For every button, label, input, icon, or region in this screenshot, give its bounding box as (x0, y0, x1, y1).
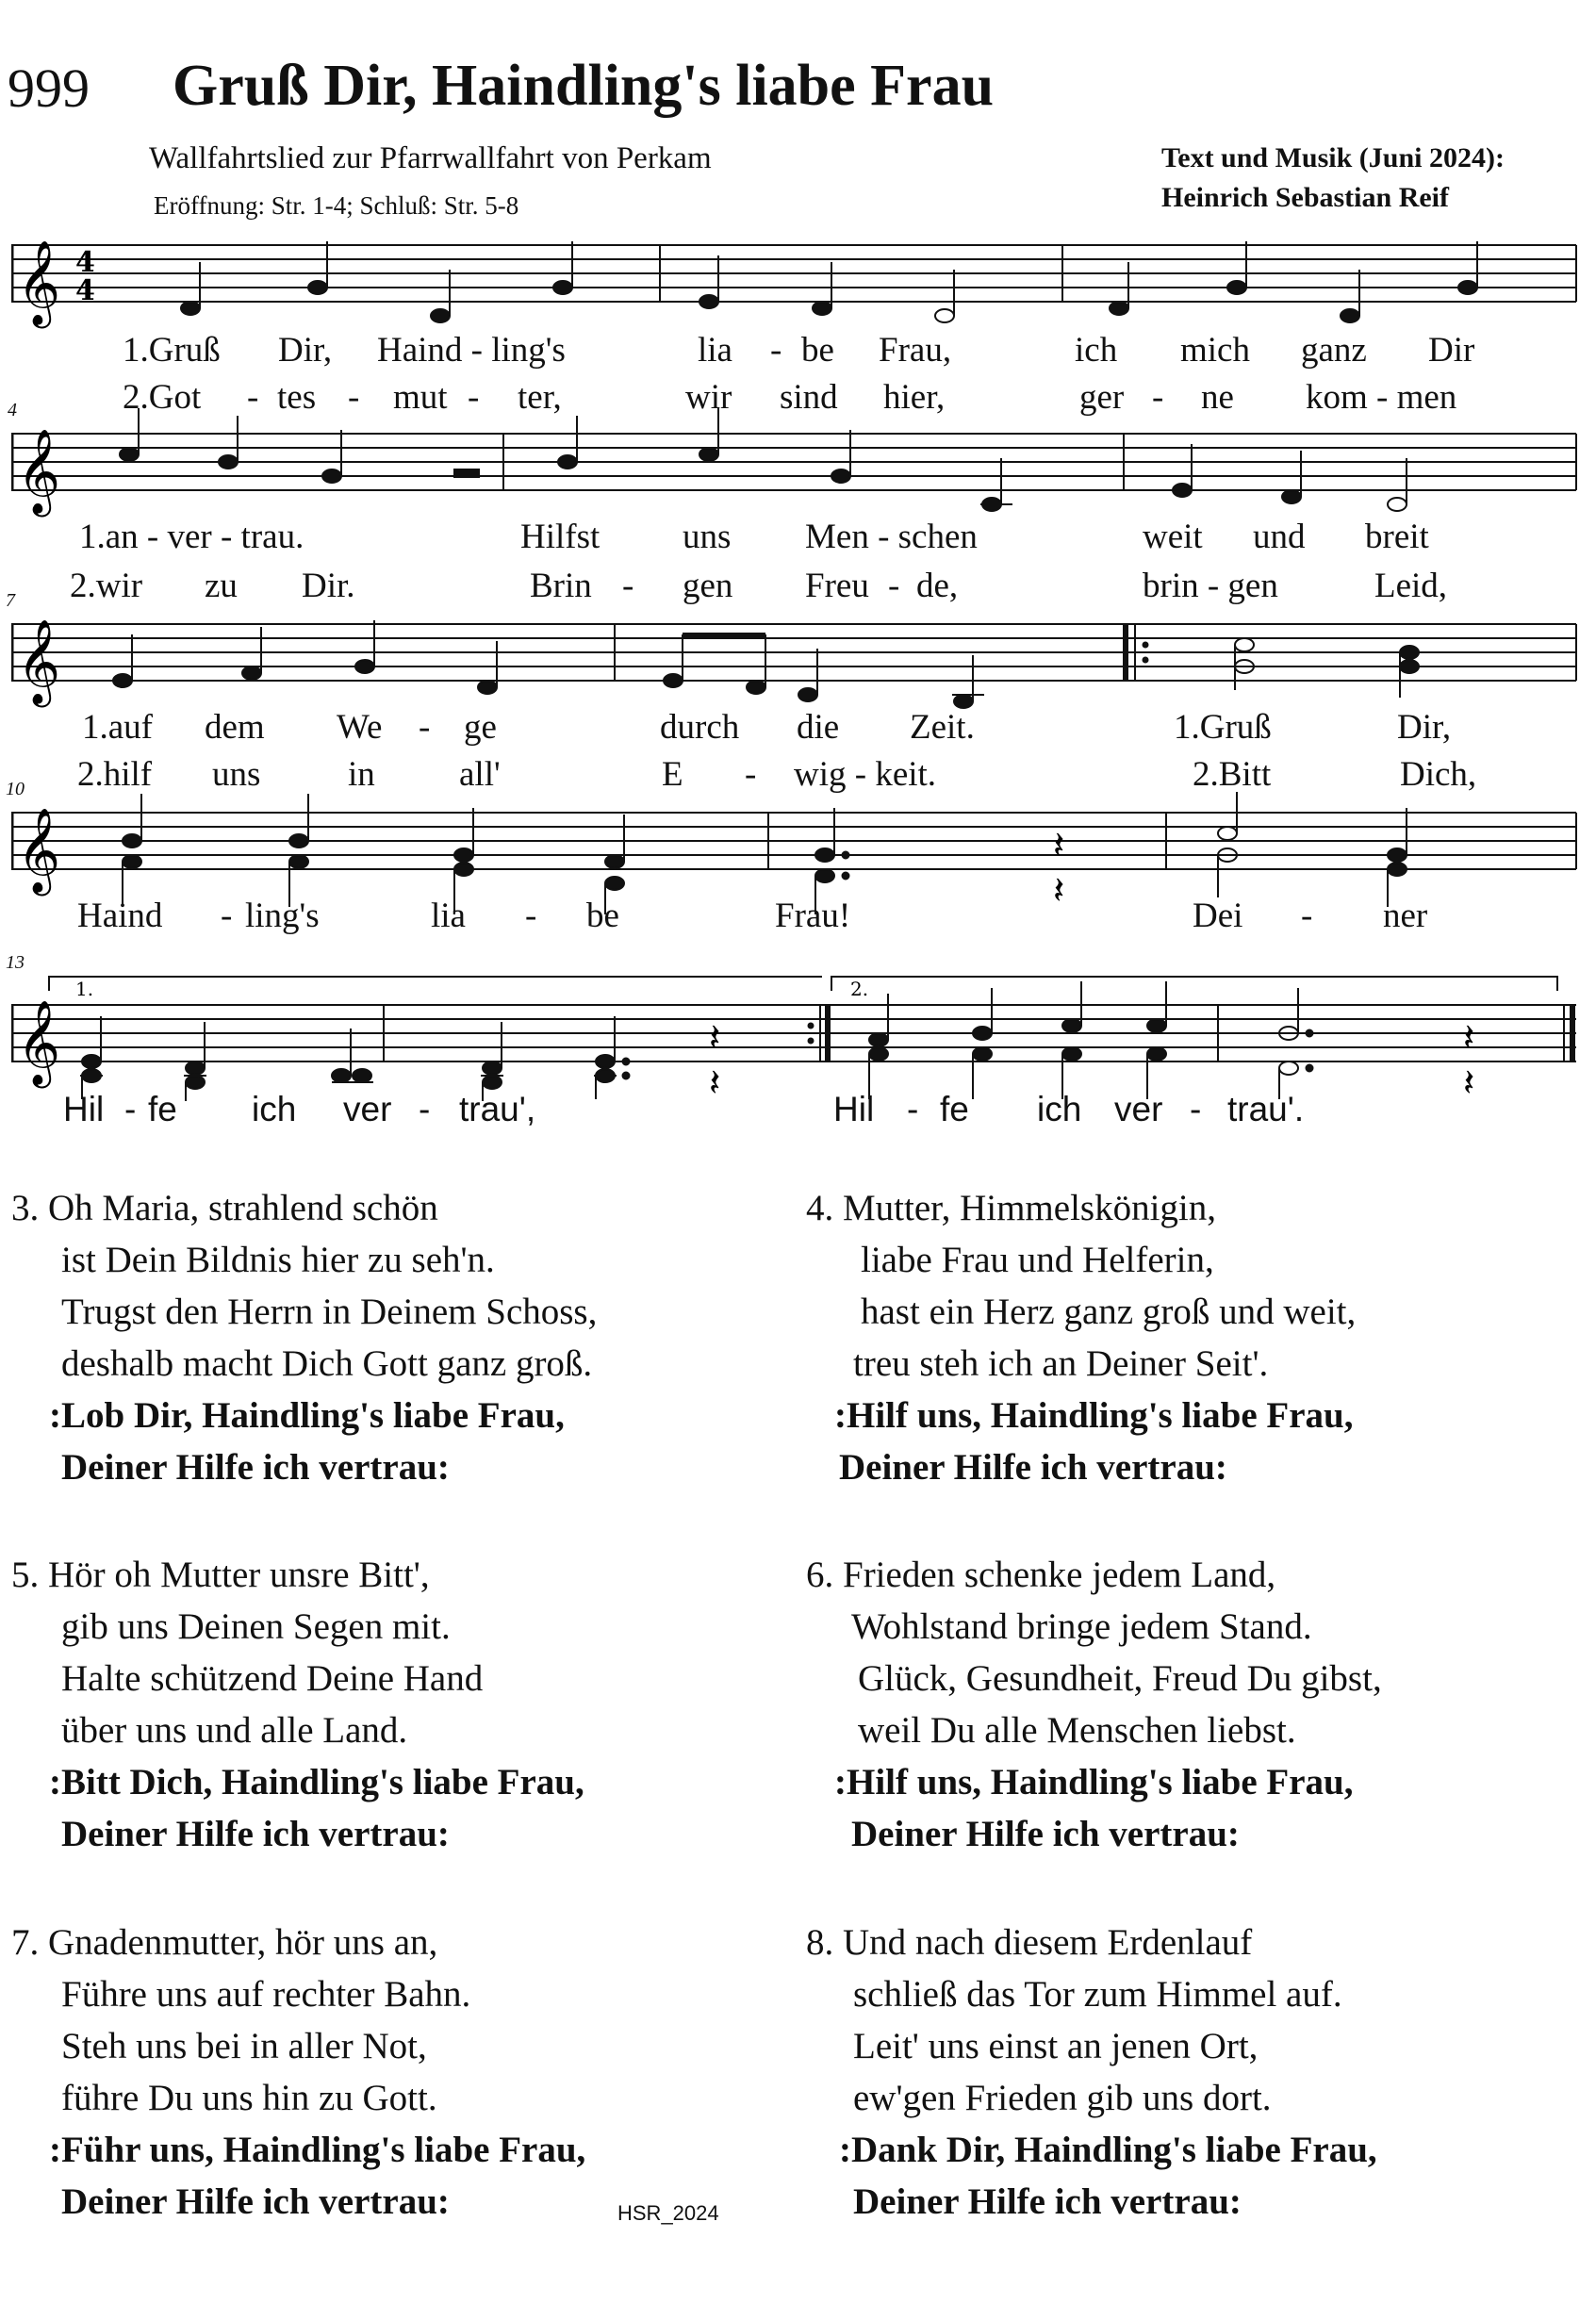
lyric-syllable: kom - men (1306, 378, 1457, 417)
refrain-line: Deiner Hilfe ich vertrau: (61, 2181, 450, 2222)
verse-line: 4. Mutter, Himmelskönigin, (806, 1188, 1216, 1228)
verse-line: über uns und alle Land. (61, 1710, 408, 1751)
lyric-syllable: Hil (63, 1090, 105, 1128)
refrain-line: Deiner Hilfe ich vertrau: (853, 2181, 1242, 2222)
verse-line: Leit' uns einst an jenen Ort, (853, 2026, 1259, 2066)
refrain-line: :Lob Dir, Haindling's liabe Frau, (49, 1395, 565, 1436)
svg-text:4: 4 (75, 246, 95, 279)
lyrics-line (11, 1090, 1586, 1133)
lyric-syllable: ger (1079, 378, 1125, 417)
lyric-syllable: We (337, 708, 383, 747)
lyric-syllable: in (348, 755, 375, 794)
verse-line: 6. Frieden schenke jedem Land, (806, 1555, 1276, 1595)
credit-line-2: Heinrich Sebastian Reif (1161, 182, 1449, 213)
refrain-line: :Hilf uns, Haindling's liabe Frau, (834, 1762, 1354, 1802)
song-number: 999 (8, 58, 90, 119)
lyric-syllable: be (586, 897, 619, 935)
quarter-rest-icon: 𝄽 (709, 1016, 721, 1060)
verse-line: liabe Frau und Helferin, (861, 1240, 1214, 1280)
quarter-rest-icon: 𝄽 (1053, 824, 1065, 867)
lyric-syllable: Dir, (278, 331, 333, 370)
lyric-syllable: Hilfst (520, 518, 601, 556)
lyric-syllable: Dich, (1400, 755, 1477, 794)
measure-number: 7 (6, 590, 15, 611)
quarter-rest-icon: 𝄽 (709, 1061, 721, 1105)
lyric-syllable: - (907, 1090, 919, 1128)
music-system-5 (6, 952, 1586, 1146)
refrain-line: :Führ uns, Haindling's liabe Frau, (49, 2130, 586, 2170)
lyric-syllable: zu (205, 567, 238, 605)
measure-number: 13 (6, 952, 25, 973)
volta-label: 2. (850, 978, 869, 1000)
verse-line: Steh uns bei in aller Not, (61, 2026, 427, 2066)
lyric-syllable: sind (780, 378, 838, 417)
lyric-syllable: Leid, (1374, 567, 1448, 605)
lyric-syllable: ganz (1301, 331, 1367, 370)
refrain-line: :Dank Dir, Haindling's liabe Frau, (839, 2130, 1377, 2170)
lyric-syllable: - (419, 1090, 431, 1128)
lyric-syllable: all' (459, 755, 501, 794)
lyric-syllable: Zeit. (910, 708, 975, 747)
music-system-3 (6, 590, 1586, 803)
song-title: Gruß Dir, Haindling's liabe Frau (173, 54, 995, 118)
lyric-syllable: fe (148, 1090, 177, 1128)
lyric-syllable: ge (464, 708, 497, 747)
lyric-syllable: ver (343, 1090, 392, 1128)
staff-1 (11, 217, 1586, 349)
lyric-syllable: ter, (518, 378, 562, 417)
treble-clef-icon: 𝄞 (17, 619, 61, 704)
music-system-1 (11, 217, 1586, 424)
lyric-syllable: mut (393, 378, 448, 417)
verse-line: ist Dein Bildnis hier zu seh'n. (61, 1240, 495, 1280)
lyric-syllable: Haind (77, 897, 163, 935)
verse-line: 8. Und nach diesem Erdenlauf (806, 1922, 1253, 1963)
measure-number: 10 (6, 779, 25, 799)
lyric-syllable: - (745, 755, 757, 794)
lyric-syllable: fe (940, 1090, 969, 1128)
opening-note: Eröffnung: Str. 1-4; Schluß: Str. 5-8 (154, 191, 519, 220)
verse-line: Wohlstand bringe jedem Stand. (851, 1606, 1312, 1647)
lyric-syllable: 1.Gruß (1174, 708, 1272, 747)
lyric-syllable: trau', (459, 1090, 536, 1128)
lyric-syllable: mich (1180, 331, 1250, 370)
lyric-syllable: tes (277, 378, 317, 417)
verse-7 (11, 1917, 585, 2228)
quarter-rest-icon: 𝄽 (1053, 869, 1065, 913)
refrain-line: Deiner Hilfe ich vertrau: (61, 1447, 450, 1488)
verse-line: Glück, Gesundheit, Freud Du gibst, (858, 1658, 1382, 1699)
lyric-syllable: ich (252, 1090, 297, 1128)
lyric-syllable: Haind - ling's (377, 331, 566, 370)
lyric-syllable: lia (431, 897, 466, 935)
lyric-syllable: ne (1201, 378, 1234, 417)
lyric-syllable: - (525, 897, 537, 935)
lyrics-line (11, 896, 1586, 939)
lyric-syllable: - (419, 708, 431, 747)
lyric-syllable: - (348, 378, 360, 417)
lyric-syllable: und (1253, 518, 1306, 556)
music-system-2 (8, 400, 1586, 613)
verse-3 (11, 1182, 597, 1493)
treble-clef-icon: 𝄞 (17, 240, 61, 325)
refrain-line: :Hilf uns, Haindling's liabe Frau, (834, 1395, 1354, 1436)
lyric-syllable: ner (1383, 897, 1428, 935)
lyric-syllable: ich (1075, 331, 1118, 370)
lyric-syllable: Frau! (775, 897, 851, 935)
verse-line: 3. Oh Maria, strahlend schön (11, 1188, 438, 1228)
lyric-syllable: gen (683, 567, 733, 605)
lyric-syllable: Dir, (1397, 708, 1452, 747)
credit-line-1: Text und Musik (Juni 2024): (1161, 142, 1505, 173)
refrain-line: Deiner Hilfe ich vertrau: (839, 1447, 1227, 1488)
verse-line: treu steh ich an Deiner Seit'. (853, 1343, 1269, 1384)
lyric-syllable: die (797, 708, 840, 747)
treble-clef-icon: 𝄞 (17, 429, 61, 514)
lyric-syllable: breit (1365, 518, 1429, 556)
lyrics-line (11, 707, 1586, 750)
lyric-syllable: - (1190, 1090, 1202, 1128)
verse-line: führe Du uns hin zu Gott. (61, 2078, 437, 2118)
song-subtitle: Wallfahrtslied zur Pfarrwallfahrt von Perkam (149, 141, 712, 175)
lyric-syllable: Brin (530, 567, 592, 605)
lyric-syllable: E (662, 755, 683, 794)
footer-code: HSR_2024 (617, 2201, 719, 2225)
verse-line: 7. Gnadenmutter, hör uns an, (11, 1922, 438, 1963)
lyrics-line (11, 330, 1586, 373)
lyric-syllable: - (247, 378, 259, 417)
lyric-syllable: lia (698, 331, 732, 370)
lyric-syllable: 2.wir (70, 567, 143, 605)
lyric-syllable: hier, (883, 378, 946, 417)
refrain-line: :Bitt Dich, Haindling's liabe Frau, (49, 1762, 584, 1802)
lyric-syllable: uns (212, 755, 261, 794)
lyric-syllable: 2.hilf (77, 755, 153, 794)
lyric-syllable: - (221, 897, 233, 935)
lyric-syllable: Dir (1428, 331, 1475, 370)
lyric-syllable: - (622, 567, 634, 605)
verse-line: weil Du alle Menschen liebst. (858, 1710, 1296, 1751)
staff-5 (11, 958, 1586, 1109)
lyric-syllable: Frau, (879, 331, 952, 370)
lyric-syllable: Hil (833, 1090, 875, 1128)
verse-line: Halte schützend Deine Hand (61, 1658, 484, 1699)
verse-line: Trugst den Herrn in Deinem Schoss, (61, 1292, 598, 1332)
lyric-syllable: dem (205, 708, 265, 747)
lyric-syllable: Dir. (302, 567, 355, 605)
lyric-syllable: - (770, 331, 782, 370)
verse-line: hast ein Herz ganz groß und weit, (861, 1292, 1357, 1332)
verse-8 (806, 1917, 1377, 2228)
verse-line: Führe uns auf rechter Bahn. (61, 1974, 471, 2015)
lyric-syllable: ich (1037, 1090, 1082, 1128)
lyric-syllable: Freu (805, 567, 869, 605)
quarter-rest-icon: 𝄽 (1463, 1061, 1475, 1105)
verse-line: deshalb macht Dich Gott ganz groß. (61, 1343, 593, 1384)
lyric-syllable: ver (1114, 1090, 1163, 1128)
verse-line: gib uns Deinen Segen mit. (61, 1606, 451, 1647)
lyric-syllable: - (888, 567, 900, 605)
lyric-syllable: wig - keit. (794, 755, 937, 794)
verse-line: ew'gen Frieden gib uns dort. (853, 2078, 1272, 2118)
lyric-syllable: 1.Gruß (123, 331, 221, 370)
lyric-syllable: 2.Got (123, 378, 202, 417)
svg-text:4: 4 (75, 274, 95, 307)
lyric-syllable: brin - gen (1143, 567, 1278, 605)
refrain-line: Deiner Hilfe ich vertrau: (851, 1814, 1240, 1854)
lyric-syllable: 1.an - ver - trau. (79, 518, 304, 556)
lyric-syllable: uns (683, 518, 732, 556)
lyric-syllable: Dei (1193, 897, 1243, 935)
lyric-syllable: - (1301, 897, 1313, 935)
lyric-syllable: 1.auf (82, 708, 153, 747)
lyric-syllable: - (1152, 378, 1164, 417)
lyric-syllable: - (468, 378, 480, 417)
lyric-syllable: - (124, 1090, 137, 1128)
verse-4 (806, 1182, 1356, 1493)
verse-line: 5. Hör oh Mutter unsre Bitt', (11, 1555, 430, 1595)
lyric-syllable: 2.Bitt (1193, 755, 1272, 794)
music-system-4 (6, 779, 1586, 954)
lyric-syllable: Men - schen (805, 518, 978, 556)
volta-label: 1. (75, 978, 94, 1000)
lyric-syllable: durch (660, 708, 740, 747)
lyrics-line (11, 517, 1586, 560)
measure-number: 4 (8, 400, 17, 420)
quarter-rest-icon: 𝄽 (1463, 1016, 1475, 1060)
verse-line: schließ das Tor zum Himmel auf. (853, 1974, 1342, 2015)
lyric-syllable: weit (1143, 518, 1203, 556)
lyric-syllable: ling's (245, 897, 320, 935)
lyric-syllable: be (801, 331, 834, 370)
treble-clef-icon: 𝄞 (17, 808, 61, 893)
lyric-syllable: trau'. (1227, 1090, 1305, 1128)
treble-clef-icon: 𝄞 (17, 1000, 61, 1085)
verse-5 (11, 1549, 584, 1860)
verse-6 (806, 1549, 1382, 1860)
lyric-syllable: de, (916, 567, 959, 605)
refrain-line: Deiner Hilfe ich vertrau: (61, 1814, 450, 1854)
lyric-syllable: wir (685, 378, 732, 417)
